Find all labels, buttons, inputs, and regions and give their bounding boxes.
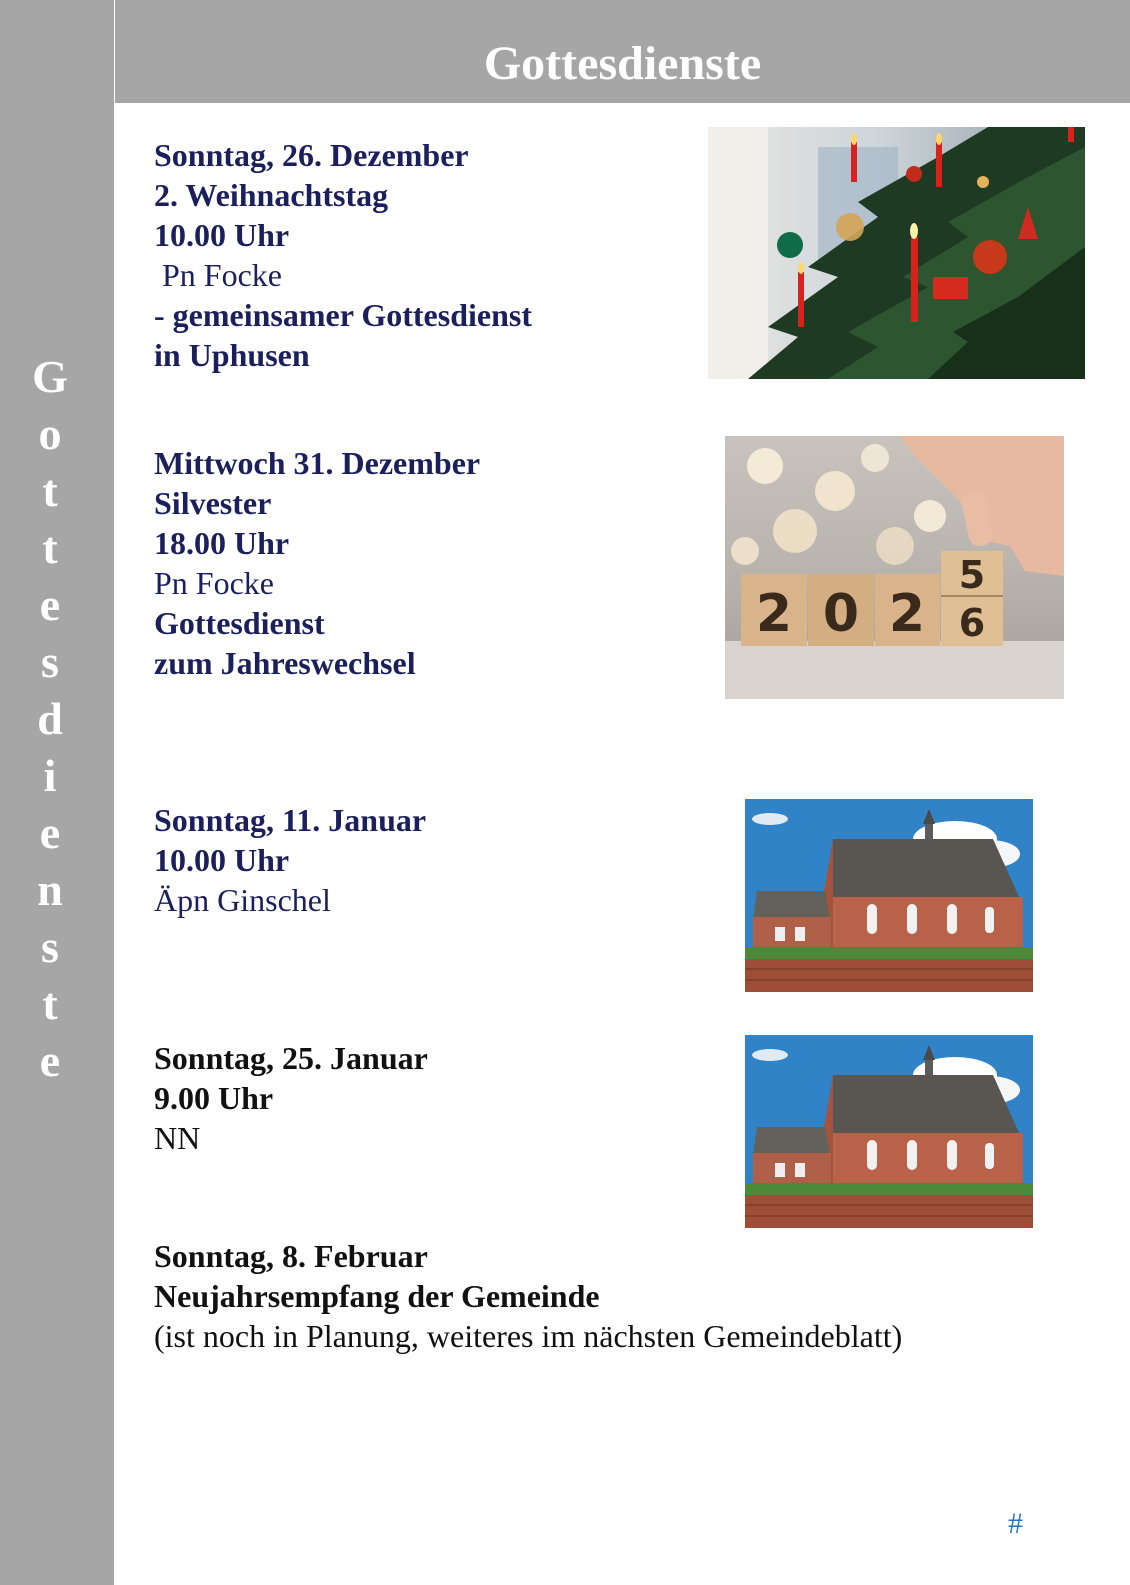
vertical-letter: t	[42, 978, 58, 1029]
event-date: Sonntag, 26. Dezember	[154, 137, 469, 173]
vertical-letter: t	[42, 522, 58, 573]
vertical-letter: i	[43, 750, 57, 801]
christmas-tree-photo	[708, 127, 1085, 379]
event-time: 9.00 Uhr	[154, 1080, 274, 1116]
event-preacher: Äpn Ginschel	[154, 882, 331, 918]
block-digit: 2	[755, 584, 793, 644]
event-block	[154, 1236, 1054, 1356]
event-time: 10.00 Uhr	[154, 217, 290, 253]
sidebar	[0, 0, 114, 1585]
event-date: Sonntag, 11. Januar	[154, 802, 427, 838]
header-bar	[115, 0, 1130, 103]
page-title: Gottesdienste	[483, 37, 762, 90]
block-digit: 5	[958, 553, 986, 597]
vertical-letter: e	[39, 1035, 61, 1086]
block-digit: 2	[888, 584, 926, 644]
page-number: #	[1008, 1507, 1023, 1540]
vertical-letter: e	[39, 807, 61, 858]
block-digit: 0	[822, 584, 860, 644]
event-preacher: Pn Focke	[154, 257, 282, 293]
vertical-letter: n	[37, 864, 63, 915]
event-title: Neujahrsempfang der Gemeinde	[154, 1278, 600, 1314]
event-occasion: Silvester	[154, 485, 272, 521]
vertical-letter: s	[41, 636, 59, 687]
event-note: - gemeinsamer Gottesdienst	[154, 297, 532, 333]
event-block	[154, 800, 794, 920]
event-time: 10.00 Uhr	[154, 842, 290, 878]
church-photo	[745, 799, 1033, 992]
vertical-letter: s	[41, 921, 59, 972]
event-block	[154, 135, 794, 375]
event-block	[154, 443, 794, 683]
event-note: Gottesdienst	[154, 605, 325, 641]
event-time: 18.00 Uhr	[154, 525, 290, 561]
event-occasion: 2. Weihnachtstag	[154, 177, 389, 213]
event-date: Sonntag, 8. Februar	[154, 1238, 428, 1274]
event-date: Sonntag, 25. Januar	[154, 1040, 428, 1076]
vertical-letter: d	[37, 693, 63, 744]
event-preacher: Pn Focke	[154, 565, 274, 601]
event-note: zum Jahreswechsel	[154, 645, 416, 681]
vertical-letter: e	[39, 579, 61, 630]
event-note: in Uphusen	[154, 337, 310, 373]
vertical-letter: G	[32, 351, 68, 402]
event-date: Mittwoch 31. Dezember	[154, 445, 481, 481]
block-digit: 6	[958, 601, 986, 645]
vertical-letter: t	[42, 465, 58, 516]
vertical-title	[0, 348, 100, 1089]
vertical-letter: o	[38, 408, 62, 459]
event-preacher: NN	[154, 1120, 201, 1156]
church-photo	[745, 1035, 1033, 1228]
new-year-blocks-photo	[725, 436, 1064, 699]
event-note: (ist noch in Planung, weiteres im nächsten Gemeindeblatt)	[154, 1318, 903, 1354]
event-block	[154, 1038, 794, 1158]
